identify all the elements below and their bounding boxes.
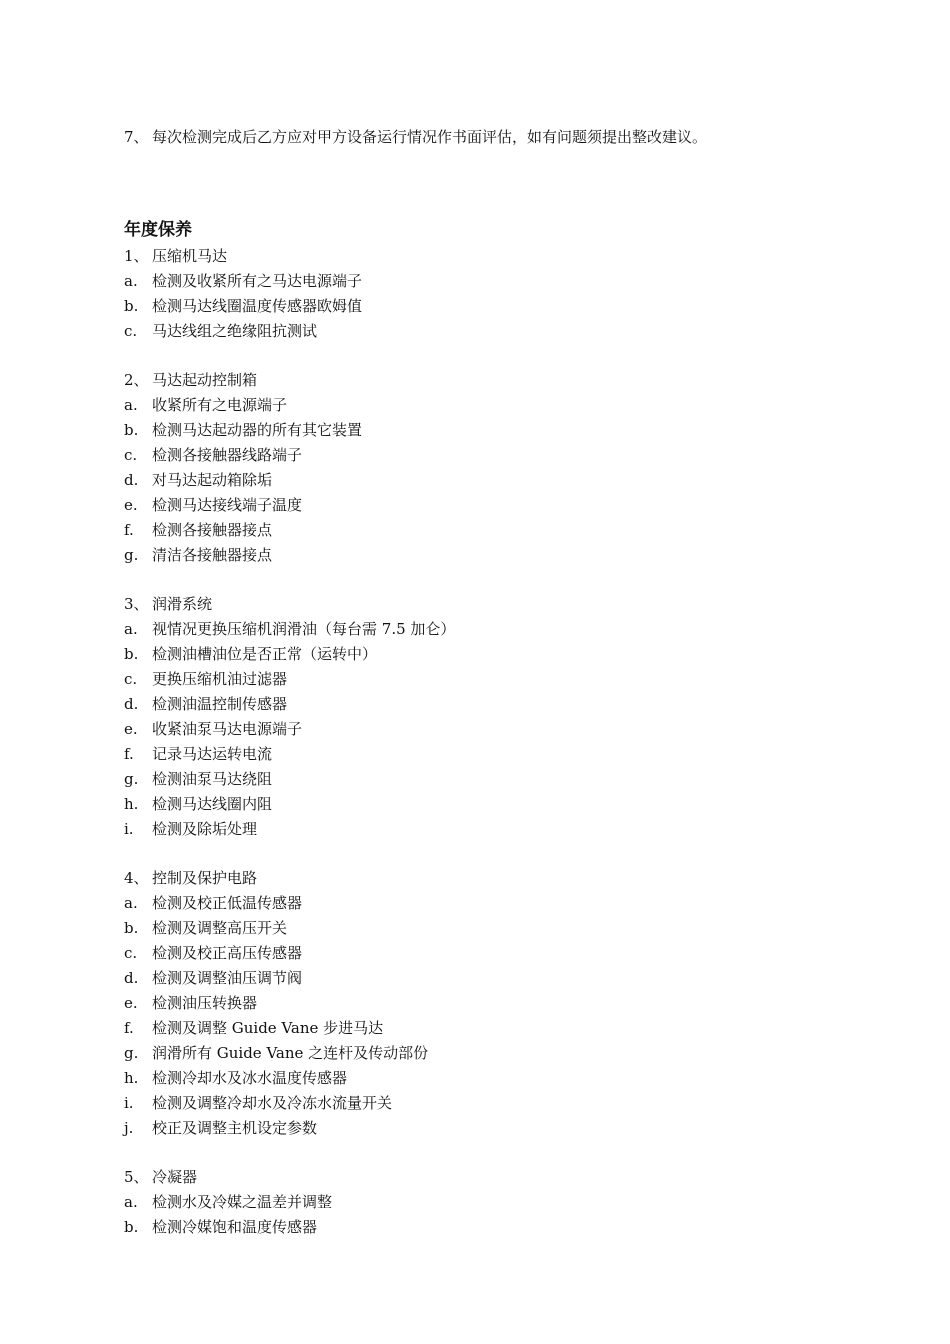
item-letter: a. — [124, 396, 138, 414]
list-item — [124, 545, 272, 565]
list-item — [124, 520, 272, 540]
item-text: 校正及调整主机设定参数 — [152, 1119, 318, 1137]
list-item — [124, 445, 302, 465]
list-item — [124, 321, 317, 341]
item-text: 视情况更换压缩机润滑油（每台需 7.5 加仑） — [152, 620, 456, 638]
section-number: 4、 — [124, 869, 149, 887]
item-letter: c. — [124, 322, 138, 340]
list-item — [124, 719, 302, 739]
item-text: 检测及除垢处理 — [152, 820, 258, 838]
item-text: 检测马达线圈温度传感器欧姆值 — [152, 297, 363, 315]
item-text: 检测水及冷媒之温差并调整 — [152, 1193, 333, 1211]
list-item — [124, 794, 272, 814]
item-text: 收紧油泵马达电源端子 — [152, 720, 303, 738]
section-title-text: 控制及保护电路 — [152, 869, 258, 887]
item-text: 检测及校正高压传感器 — [152, 944, 303, 962]
list-item — [124, 1018, 383, 1038]
item-text: 对马达起动箱除垢 — [152, 471, 273, 489]
item-letter: a. — [124, 272, 138, 290]
item-text: 检测马达线圈内阻 — [152, 795, 273, 813]
item-text: 更换压缩机油过滤器 — [152, 670, 288, 688]
list-item — [124, 769, 272, 789]
list-item — [124, 968, 302, 988]
list-item — [124, 470, 272, 490]
item-letter: i. — [124, 1094, 134, 1112]
item-text: 检测及调整 Guide Vane 步进马达 — [152, 1019, 384, 1037]
item-letter: f. — [124, 1019, 134, 1037]
list-item — [124, 819, 257, 839]
item-text: 检测及收紧所有之马达电源端子 — [152, 272, 363, 290]
item-letter: b. — [124, 421, 139, 439]
item-text: 检测油泵马达绕阻 — [152, 770, 273, 788]
item-letter: f. — [124, 745, 134, 763]
item-letter: b. — [124, 645, 139, 663]
list-item — [124, 495, 302, 515]
section-title-text: 压缩机马达 — [152, 247, 228, 265]
list-item — [124, 1217, 317, 1237]
list-item — [124, 619, 455, 639]
list-item — [124, 644, 377, 664]
item-text: 润滑所有 Guide Vane 之连杆及传动部份 — [152, 1044, 429, 1062]
section-heading: 年度保养 — [124, 220, 192, 240]
item-text: 检测各接触器接点 — [152, 521, 273, 539]
section-title — [124, 1167, 197, 1187]
item-letter: b. — [124, 1218, 139, 1236]
item-text: 检测各接触器线路端子 — [152, 446, 303, 464]
item-letter: a. — [124, 894, 138, 912]
section-title-text: 润滑系统 — [152, 595, 213, 613]
list-item — [124, 918, 287, 938]
section-title — [124, 868, 257, 888]
item-text: 收紧所有之电源端子 — [152, 396, 288, 414]
item-text: 记录马达运转电流 — [152, 745, 273, 763]
item-text: 清洁各接触器接点 — [152, 546, 273, 564]
item-letter: a. — [124, 620, 138, 638]
item-letter: d. — [124, 471, 139, 489]
list-item — [124, 420, 362, 440]
list-item — [124, 669, 287, 689]
item-letter: g. — [124, 770, 139, 788]
item-letter: h. — [124, 795, 139, 813]
section-number: 2、 — [124, 371, 149, 389]
item-text: 检测马达接线端子温度 — [152, 496, 303, 514]
list-item — [124, 694, 287, 714]
list-item — [124, 395, 287, 415]
section-number: 5、 — [124, 1168, 149, 1186]
item-letter: i. — [124, 820, 134, 838]
item-text: 检测油槽油位是否正常（运转中） — [152, 645, 378, 663]
list-item — [124, 893, 302, 913]
item-letter: e. — [124, 720, 138, 738]
item-letter: e. — [124, 994, 138, 1012]
item-letter: b. — [124, 919, 139, 937]
list-item — [124, 744, 272, 764]
item-text: 检测冷却水及冰水温度传感器 — [152, 1069, 348, 1087]
item-text: 检测及调整油压调节阀 — [152, 969, 303, 987]
item-letter: e. — [124, 496, 138, 514]
list-item — [124, 1192, 332, 1212]
item-letter: c. — [124, 670, 138, 688]
list-item — [124, 271, 362, 291]
intro-number: 7、 — [124, 128, 149, 146]
item-letter: b. — [124, 297, 139, 315]
item-letter: c. — [124, 446, 138, 464]
section-title — [124, 246, 227, 266]
item-text: 检测油压转换器 — [152, 994, 258, 1012]
list-item — [124, 1118, 317, 1138]
section-title-text: 马达起动控制箱 — [152, 371, 258, 389]
item-letter: g. — [124, 1044, 139, 1062]
item-letter: c. — [124, 944, 138, 962]
section-title — [124, 594, 212, 614]
item-letter: d. — [124, 695, 139, 713]
item-text: 检测及调整高压开关 — [152, 919, 288, 937]
item-letter: g. — [124, 546, 139, 564]
list-item — [124, 1043, 428, 1063]
section-number: 3、 — [124, 595, 149, 613]
list-item — [124, 993, 257, 1013]
section-title — [124, 370, 257, 390]
section-title-text: 冷凝器 — [152, 1168, 198, 1186]
item-letter: j. — [124, 1119, 134, 1137]
item-letter: h. — [124, 1069, 139, 1087]
item-letter: a. — [124, 1193, 138, 1211]
item-text: 检测油温控制传感器 — [152, 695, 288, 713]
list-item — [124, 943, 302, 963]
intro-text: 每次检测完成后乙方应对甲方设备运行情况作书面评估，如有问题须提出整改建议。 — [152, 128, 708, 146]
list-item — [124, 1093, 392, 1113]
item-text: 检测及调整冷却水及冷冻水流量开关 — [152, 1094, 393, 1112]
item-text: 检测及校正低温传感器 — [152, 894, 303, 912]
section-number: 1、 — [124, 247, 149, 265]
list-item — [124, 296, 362, 316]
item-text: 检测马达起动器的所有其它装置 — [152, 421, 363, 439]
item-text: 马达线组之绝缘阻抗测试 — [152, 322, 318, 340]
intro-item — [124, 127, 707, 147]
item-text: 检测冷媒饱和温度传感器 — [152, 1218, 318, 1236]
item-letter: d. — [124, 969, 139, 987]
item-letter: f. — [124, 521, 134, 539]
list-item — [124, 1068, 347, 1088]
